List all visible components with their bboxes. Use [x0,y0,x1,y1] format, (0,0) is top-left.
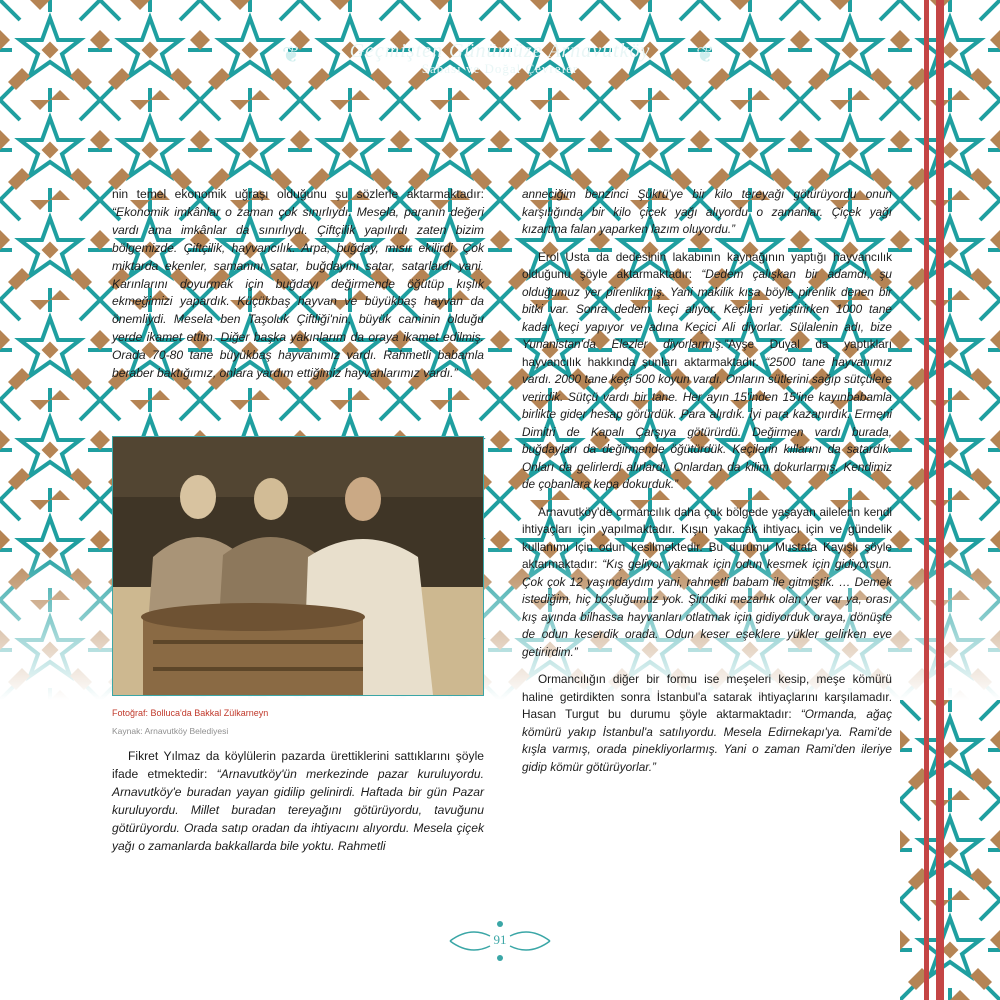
paragraph-text: Erol Usta da dedesinin lakabının kaynağının yaptığı hayvancılık olduğunu şöyle aktarmaktadır: [522,249,892,281]
right-column [522,186,892,776]
header-ornament-right: ❦ [696,42,715,67]
red-stripe-inner [936,0,944,1000]
paragraph-text: nin temel ekonomik uğraşı olduğunu şu sözlerle aktarmaktadır: [112,187,484,201]
paragraph-text: Ayşe Duyal da yaptıkları hayvancılık hakkında şunları aktarmaktadır. [522,337,892,369]
header-ornament-left: ❦ [282,42,301,67]
page-number: 91 [493,932,507,947]
historical-photo [112,436,484,696]
quote-text: “Arnavutköy'ün merkezinde pazar kuruluyordu. Arnavutköy'e buradan yayan gidilip gelinirdi. Haftada bir gün Pazar kuruluyordu. Millet buradan tereyağını götürüyordu, tavuğunu götürüyordu. Orada satıp oradan da ihtiyacını alıyordu. Mesela çiçek yağı o zamanlarda bakkallarda bile yoktu. Rahmetli [112,766,484,853]
quote-text: anneciğim benzinci Şükrü'ye bir kilo tereyağı götürüyordu onun karşılığında bir kilo çiçek yağı alıyordu o zamanlar. Çiçek yağı kızartma falan yaparken lazım oluyordu.” [522,187,892,236]
paragraph [522,671,892,776]
photo-caption: Fotoğraf: Bolluca'da Bakkal Zülkarneyn [112,708,269,718]
paragraph-text: Ormancılığın diğer bir formu ise meşeleri kesip, meşe kömürü haline getirdikten sonra İstanbul'a satarak ihtiyaçlarını karşılamadır. Hasan Turgut bu durumu şöyle aktarmaktadır: [522,672,892,721]
header-title: Geçmişten Günümüze Arnavutköy [349,40,651,62]
quote-text: “Ormanda, ağaç kömürü yakıp İstanbul'a satılıyordu. Mesela Edirnekapı'ya. Rami'de kışla varmış, orada pinekliyorlarmış. Yani o zaman Rami'den ileriye gidip kömür götürüyorlar.” [522,707,892,774]
page-number-ornament [440,918,560,964]
quote-text: “Dedem çalışkan bir adamdı, şu olduğumuz yer pirenlikmiş. Yani makilik kısa böyle pirenlik denen bir bitki var. Sonra dedem keçi alıyor. Keçileri yetiştirirken 1000 tane kadar keçi yapıyor ve adına Keçici Ali diyorlar. Sülalenin adı, bize Yunanistan'da Elezler diyorlarmış.” [522,267,892,351]
quote-text: “Kış geliyor yakmak için odun kesmek için gidiyorsun. Çok çok 12 yaşındaydım yani, rahmetli babam ile gitmiştik. … Demek istediğim, hiç boşluğumuz yok. Şimdiki mezarlık olan yer var ya, orası kış ayında bilhassa hayvanları otlatmak için gidiyorduk oraya, dönüşte de odun keserdik orada. Odun keser eşeklere yükler gelirken eve getirirdim.” [522,557,893,659]
left-column-bottom [112,748,484,855]
quote-text: “2500 tane hayvanımız vardı. 2000 tane keçi 500 koyun vardı. Onların sütlerini sağıp sütçülere verirdik. Sütçü vardı bir tane. Her ayın 15'inden 15'ine kayınbabamla birlikte gider hesap görürdük. Para alırdık. İyi para kazanırdık. Ermeni Dimitri de Kapalı Çarşıya götürürdü. Değirmen vardı burada, buğdayları da değirmende öğütürdük. Keçilerin kıllarını da satardık. Onları da gelirlerdi alırlardı. Onlardan da kilim dokurlarmış. Kendimiz de çobanlara kepa dokurduk.” [522,354,893,491]
paragraph [112,748,484,855]
photo-illustration [113,437,483,695]
paragraph-text: Arnavutköy'de ormancılık daha çok bölgede yaşayan ailelerin kendi ihtiyaçları için yapılmaktadır. Kışın yakacak ihtiyacı için ve gündelik kullanımı için odun kesilmektedir. Bu durumu Mustafa Kayışlı şöyle aktarmaktadır: [522,504,892,571]
page-header [0,40,1000,77]
header-subtitle: Sabası ve Doğal Çevreler [421,61,579,76]
paragraph [112,186,484,383]
paragraph [522,186,892,239]
right-pattern-strip [900,700,1000,1000]
red-stripe-outer [924,0,929,1000]
left-column-top [112,186,484,383]
paragraph-text: Fikret Yılmaz da köylülerin pazarda ürettiklerini sattıklarını şöyle ifade etmektedir: [112,749,484,781]
paragraph [522,249,892,494]
photo-source: Kaynak: Arnavutköy Belediyesi [112,726,229,736]
quote-text: “Ekonomik imkânlar o zaman çok sınırlıydı. Mesela, paranın değeri vardı ama imkânlar da sınırlıydı. Çiftçilik yapılırdı zaten bizim bölgemizde. Çiftçilik, hayvancılık. Arpa, buğday, mısır ekilirdi. Çok miktarda ekenler, samanını satar, buğdayını satar, satarlardı yani. Karınlarını doyurmak için buğdayı değirmende öğütüp kışlık ekmeğimizi yapardık. Küçükbaş hayvan ve büyükbaş hayvan da önemliydi. Mesela ben Taşoluk Çiftliği'nin, büyük caminin olduğu yerde ikamet ettim. Diğer başka yakınlarım da oraya ikamet edilmiş. Orada 70-80 tane büyükbaş hayvanımız vardı. Rahmetli babamla beraber baktığımız, onlara yardım ettiğimiz hayvanlarımız vardı.” [112,204,484,381]
paragraph [522,504,892,662]
